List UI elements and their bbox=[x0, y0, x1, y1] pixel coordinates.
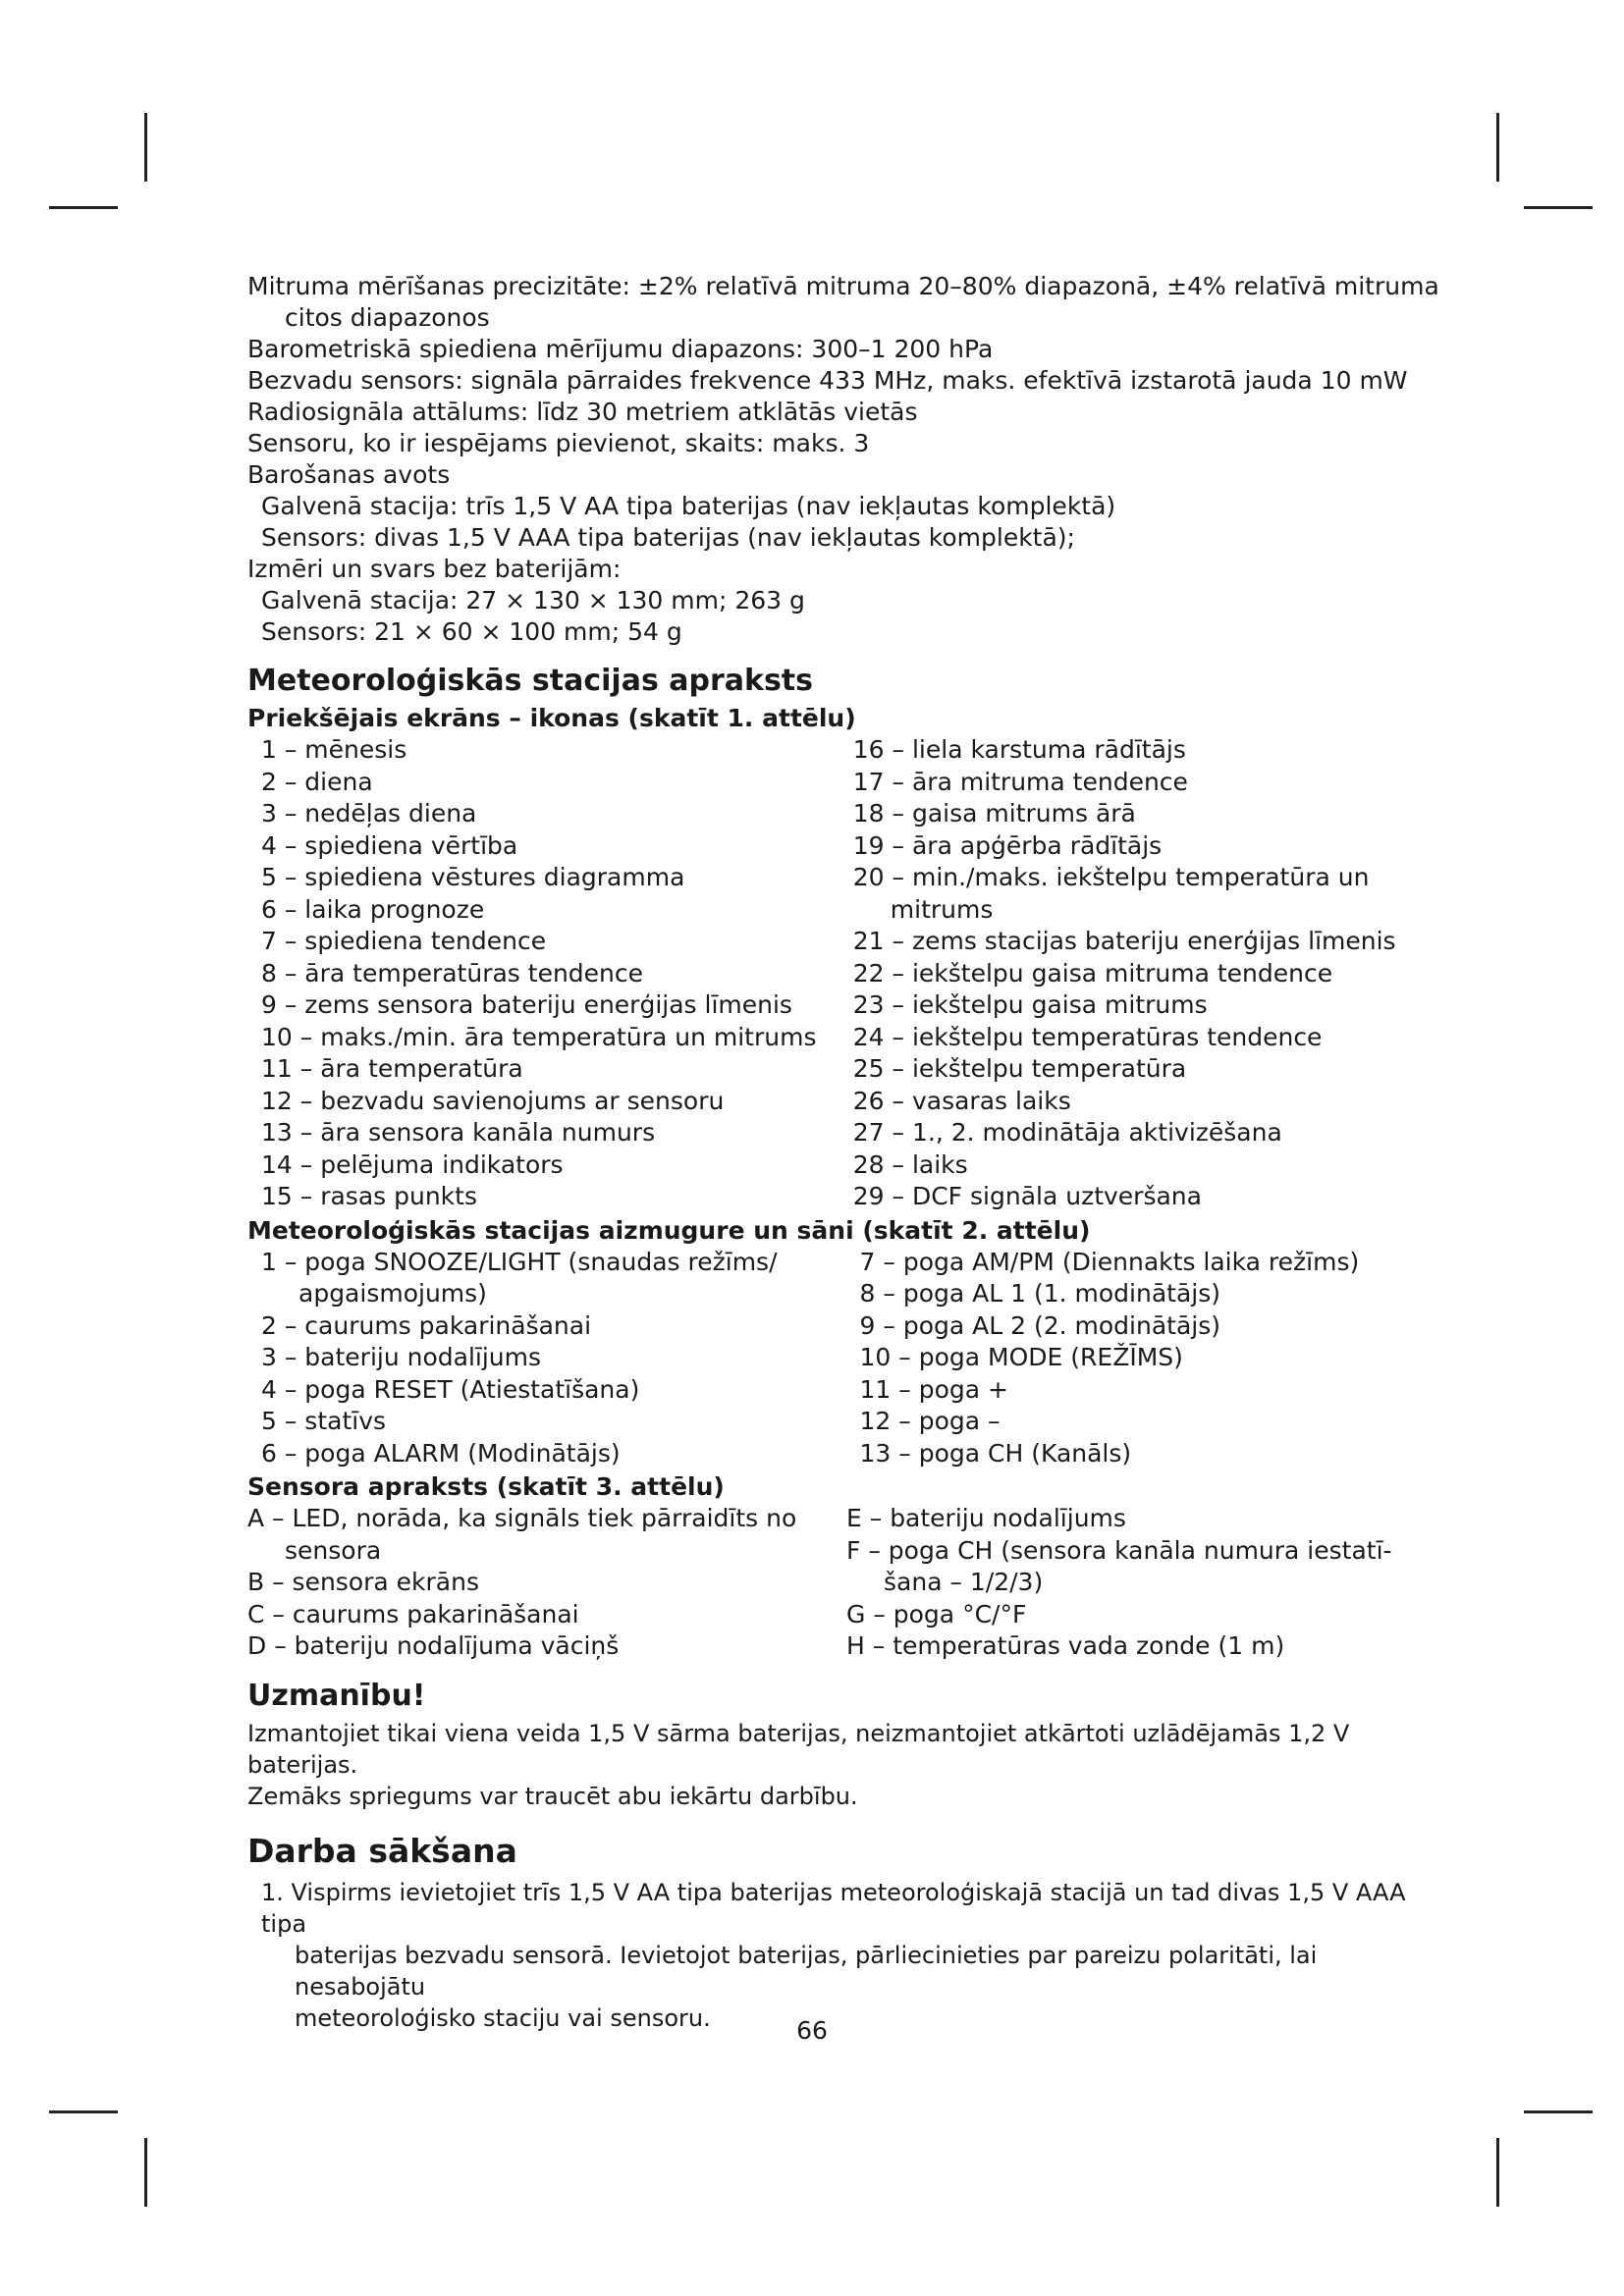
part-item-continued: apgaismojums) bbox=[298, 1279, 487, 1308]
getting-started-step-1 bbox=[247, 1877, 1406, 2034]
part-item: 10 – poga MODE (REŽĪMS) bbox=[859, 1343, 1183, 1371]
step-1-line-3: meteoroloģisko staciju vai sensoru. bbox=[295, 2003, 711, 2032]
back-side-heading: Meteoroloģiskās stacijas aizmugure un sāni (skatīt 2. attēlu) bbox=[247, 1215, 1091, 1245]
warning-line-1: Izmantojiet tikai viena veida 1,5 V sārma baterijas, neizmantojiet atkārtoti uzlādējamās 1,2 V baterijas. bbox=[247, 1719, 1350, 1779]
spec-text: Galvenā stacija: 27 × 130 × 130 mm; 263 g bbox=[261, 586, 805, 614]
back-side-parts bbox=[247, 1247, 1406, 1470]
front-display-icons bbox=[247, 734, 1406, 1213]
part-item-text: 6 – poga ALARM (Modinātājs) bbox=[261, 1438, 621, 1468]
crop-mark-top-left-h bbox=[49, 206, 118, 209]
icon-item: 9 – zems sensora bateriju enerģijas līmenis bbox=[261, 990, 792, 1019]
page-content bbox=[247, 271, 1439, 2034]
sensor-parts-right-column bbox=[846, 1503, 1406, 1663]
spec-line bbox=[247, 585, 1406, 616]
icon-item bbox=[853, 862, 1406, 926]
sensor-part-item bbox=[846, 1503, 1406, 1535]
spec-line bbox=[247, 522, 1406, 554]
spec-text: Radiosignāla attālums: līdz 30 metriem atklātās vietās bbox=[247, 398, 918, 426]
crop-mark-top-left-v bbox=[144, 113, 147, 182]
icon-item: 14 – pelējuma indikators bbox=[261, 1149, 564, 1179]
icon-item-text: 16 – liela karstuma rādītājs bbox=[852, 735, 1186, 764]
part-item bbox=[261, 1342, 846, 1374]
spec-line bbox=[247, 616, 1406, 648]
icon-item bbox=[853, 767, 1406, 799]
crop-mark-bottom-left-v bbox=[144, 2138, 147, 2207]
icon-item bbox=[853, 734, 1406, 767]
part-item: 8 – poga AL 1 (1. modinātājs) bbox=[859, 1279, 1220, 1308]
spec-line bbox=[247, 491, 1406, 522]
icon-item: 3 – nedēļas diena bbox=[261, 799, 477, 828]
spec-text: Sensoru, ko ir iespējams pievienot, skaits: maks. 3 bbox=[247, 429, 870, 457]
icon-item: 12 – bezvadu savienojums ar sensoru bbox=[261, 1086, 725, 1115]
icon-item bbox=[853, 1181, 1406, 1213]
icon-item: 4 – spiediena vērtība bbox=[261, 830, 518, 860]
spec-text: Galvenā stacija: trīs 1,5 V AA tipa baterijas (nav iekļautas komplektā) bbox=[261, 492, 1116, 520]
part-item: 9 – poga AL 2 (2. modinātājs) bbox=[859, 1310, 1220, 1340]
icon-item: 1 – mēnesis bbox=[261, 735, 407, 764]
sensor-part-item-continued: sensora bbox=[285, 1535, 382, 1565]
part-item-text: 5 – statīvs bbox=[261, 1407, 387, 1435]
part-item bbox=[261, 1374, 846, 1407]
sensor-part-item-text: E – bateriju nodalījums bbox=[846, 1504, 1126, 1532]
icon-item: 7 – spiediena tendence bbox=[261, 927, 547, 955]
specifications-list bbox=[247, 271, 1439, 648]
part-item bbox=[261, 1438, 846, 1470]
crop-mark-top-right-h bbox=[1524, 206, 1593, 209]
icon-item-text: 25 – iekštelpu temperatūra bbox=[852, 1054, 1187, 1083]
icon-item bbox=[853, 1117, 1406, 1149]
icon-item-text: 19 – āra apģērba rādītājs bbox=[852, 830, 1163, 860]
part-item-text: 4 – poga RESET (Atiestatīšana) bbox=[261, 1374, 640, 1404]
sensor-part-item bbox=[247, 1599, 846, 1631]
back-parts-left-column bbox=[247, 1247, 846, 1470]
spec-text-continued: citos diapazonos bbox=[285, 303, 490, 332]
icon-item: 15 – rasas punkts bbox=[261, 1182, 477, 1210]
part-item: 7 – poga AM/PM (Diennakts laika režīms) bbox=[859, 1247, 1360, 1276]
spec-line bbox=[247, 365, 1406, 397]
icon-item bbox=[853, 989, 1406, 1022]
spec-line bbox=[247, 271, 1439, 334]
sensor-part-item bbox=[846, 1535, 1406, 1599]
sensor-parts-left-column bbox=[247, 1503, 846, 1663]
spec-text: Mitruma mērīšanas precizitāte: ±2% relatīvā mitruma 20–80% diapazonā, ±4% relatīvā mitruma bbox=[247, 272, 1439, 300]
warning-line-2: Zemāks spriegums var traucēt abu iekārtu darbību. bbox=[247, 1782, 858, 1810]
sensor-part-item bbox=[846, 1599, 1406, 1631]
icon-item bbox=[853, 1022, 1406, 1054]
sensor-parts bbox=[247, 1503, 1406, 1663]
part-item: 11 – poga + bbox=[859, 1374, 1008, 1404]
sensor-part-item-continued: šana – 1/2/3) bbox=[884, 1568, 1044, 1596]
icon-item-text: 26 – vasaras laiks bbox=[852, 1086, 1071, 1115]
part-item: 12 – poga – bbox=[859, 1407, 1001, 1435]
icon-item bbox=[853, 1149, 1406, 1182]
spec-text: Bezvadu sensors: signāla pārraides frekvence 433 MHz, maks. efektīvā izstarotā jauda 10 mW bbox=[247, 366, 1408, 395]
icon-item: 6 – laika prognoze bbox=[261, 894, 485, 924]
icon-item: 13 – āra sensora kanāla numurs bbox=[261, 1118, 656, 1147]
icon-item: 8 – āra temperatūras tendence bbox=[261, 958, 644, 988]
icon-item: 10 – maks./min. āra temperatūra un mitrums bbox=[261, 1022, 817, 1051]
crop-mark-bottom-right-v bbox=[1496, 2138, 1499, 2207]
sensor-part-item bbox=[247, 1503, 846, 1567]
icon-item: 11 – āra temperatūra bbox=[261, 1054, 523, 1083]
sensor-part-item bbox=[247, 1567, 846, 1599]
icon-item-text: 28 – laiks bbox=[852, 1149, 968, 1179]
spec-text: Izmēri un svars bez baterijām: bbox=[247, 555, 622, 583]
icon-item bbox=[853, 1086, 1406, 1118]
part-item bbox=[261, 1406, 846, 1438]
spec-line bbox=[247, 554, 1406, 585]
icon-item-text: 21 – zems stacijas bateriju enerģijas līmenis bbox=[852, 927, 1396, 955]
sensor-part-item-text: C – caurums pakarināšanai bbox=[247, 1599, 579, 1629]
spec-text: Sensors: divas 1,5 V AAA tipa baterijas (nav iekļautas komplektā); bbox=[261, 523, 1075, 552]
sensor-part-item bbox=[247, 1630, 846, 1663]
icon-item-text: 29 – DCF signāla uztveršana bbox=[852, 1182, 1202, 1210]
part-item-text: 1 – poga SNOOZE/LIGHT (snaudas režīms/ bbox=[261, 1247, 778, 1276]
icon-item: 5 – spiediena vēstures diagramma bbox=[261, 863, 685, 891]
part-item: 13 – poga CH (Kanāls) bbox=[859, 1438, 1132, 1468]
step-1-line-1: 1. Vispirms ievietojiet trīs 1,5 V AA tipa baterijas meteoroloģiskajā stacijā un tad divas 1,5 V AAA tipa bbox=[261, 1878, 1406, 1938]
spec-line bbox=[247, 428, 1406, 459]
icon-item-text: 23 – iekštelpu gaisa mitrums bbox=[852, 990, 1208, 1019]
sensor-part-item-text: D – bateriju nodalījuma vāciņš bbox=[247, 1631, 620, 1660]
icon-item bbox=[853, 926, 1406, 958]
icon-item bbox=[853, 798, 1406, 830]
icon-item-text: 20 – min./maks. iekštelpu temperatūra un bbox=[852, 863, 1370, 891]
crop-mark-bottom-right-h bbox=[1524, 2110, 1593, 2113]
spec-line bbox=[247, 459, 1406, 491]
icon-item: 2 – diena bbox=[261, 767, 373, 796]
front-icons-left-column bbox=[247, 734, 853, 1213]
icon-item-text: 18 – gaisa mitrums ārā bbox=[852, 799, 1136, 828]
icon-item-text: 24 – iekštelpu temperatūras tendence bbox=[852, 1022, 1323, 1051]
sensor-part-item-text: G – poga °C/°F bbox=[846, 1599, 1027, 1629]
getting-started-heading: Darba sākšana bbox=[247, 1831, 517, 1870]
sensor-part-item-text: B – sensora ekrāns bbox=[247, 1568, 479, 1596]
back-parts-right-column bbox=[846, 1247, 1406, 1470]
front-display-heading: Priekšējais ekrāns – ikonas (skatīt 1. attēlu) bbox=[247, 704, 856, 732]
spec-text: Sensors: 21 × 60 × 100 mm; 54 g bbox=[261, 617, 682, 646]
spec-line bbox=[247, 334, 1406, 365]
part-item bbox=[261, 1247, 846, 1310]
icon-item-text: 17 – āra mitruma tendence bbox=[852, 767, 1188, 796]
sensor-part-item-text: H – temperatūras vada zonde (1 m) bbox=[846, 1631, 1285, 1660]
sensor-heading: Sensora apraksts (skatīt 3. attēlu) bbox=[247, 1472, 725, 1501]
icon-item-text: 22 – iekštelpu gaisa mitruma tendence bbox=[852, 958, 1333, 988]
page-number: 66 bbox=[796, 2016, 828, 2045]
icon-item bbox=[853, 830, 1406, 863]
spec-text: Barometriskā spiediena mērījumu diapazons: 300–1 200 hPa bbox=[247, 335, 994, 363]
spec-line bbox=[247, 397, 1406, 428]
crop-mark-bottom-left-h bbox=[49, 2110, 118, 2113]
step-1-line-2: baterijas bezvadu sensorā. Ievietojot baterijas, pārliecinieties par pareizu polaritāti, lai nesabojātu bbox=[295, 1941, 1318, 2001]
icon-item bbox=[853, 1053, 1406, 1086]
spec-text: Barošanas avots bbox=[247, 460, 451, 489]
part-item bbox=[261, 1310, 846, 1343]
sensor-part-item-text: A – LED, norāda, ka signāls tiek pārraidīts no bbox=[247, 1504, 797, 1532]
crop-mark-top-right-v bbox=[1496, 113, 1499, 182]
icon-item bbox=[853, 958, 1406, 990]
icon-item-continued: mitrums bbox=[890, 894, 994, 924]
part-item-text: 2 – caurums pakarināšanai bbox=[261, 1310, 592, 1340]
sensor-part-item bbox=[846, 1630, 1406, 1663]
front-icons-right-column bbox=[853, 734, 1406, 1213]
sensor-part-item-text: F – poga CH (sensora kanāla numura iestatī- bbox=[846, 1535, 1392, 1565]
section-heading-description: Meteoroloģiskās stacijas apraksts bbox=[247, 664, 814, 698]
icon-item-text: 27 – 1., 2. modinātāja aktivizēšana bbox=[852, 1118, 1282, 1147]
part-item-text: 3 – bateriju nodalījums bbox=[261, 1343, 542, 1371]
warning-heading: Uzmanību! bbox=[247, 1678, 426, 1713]
